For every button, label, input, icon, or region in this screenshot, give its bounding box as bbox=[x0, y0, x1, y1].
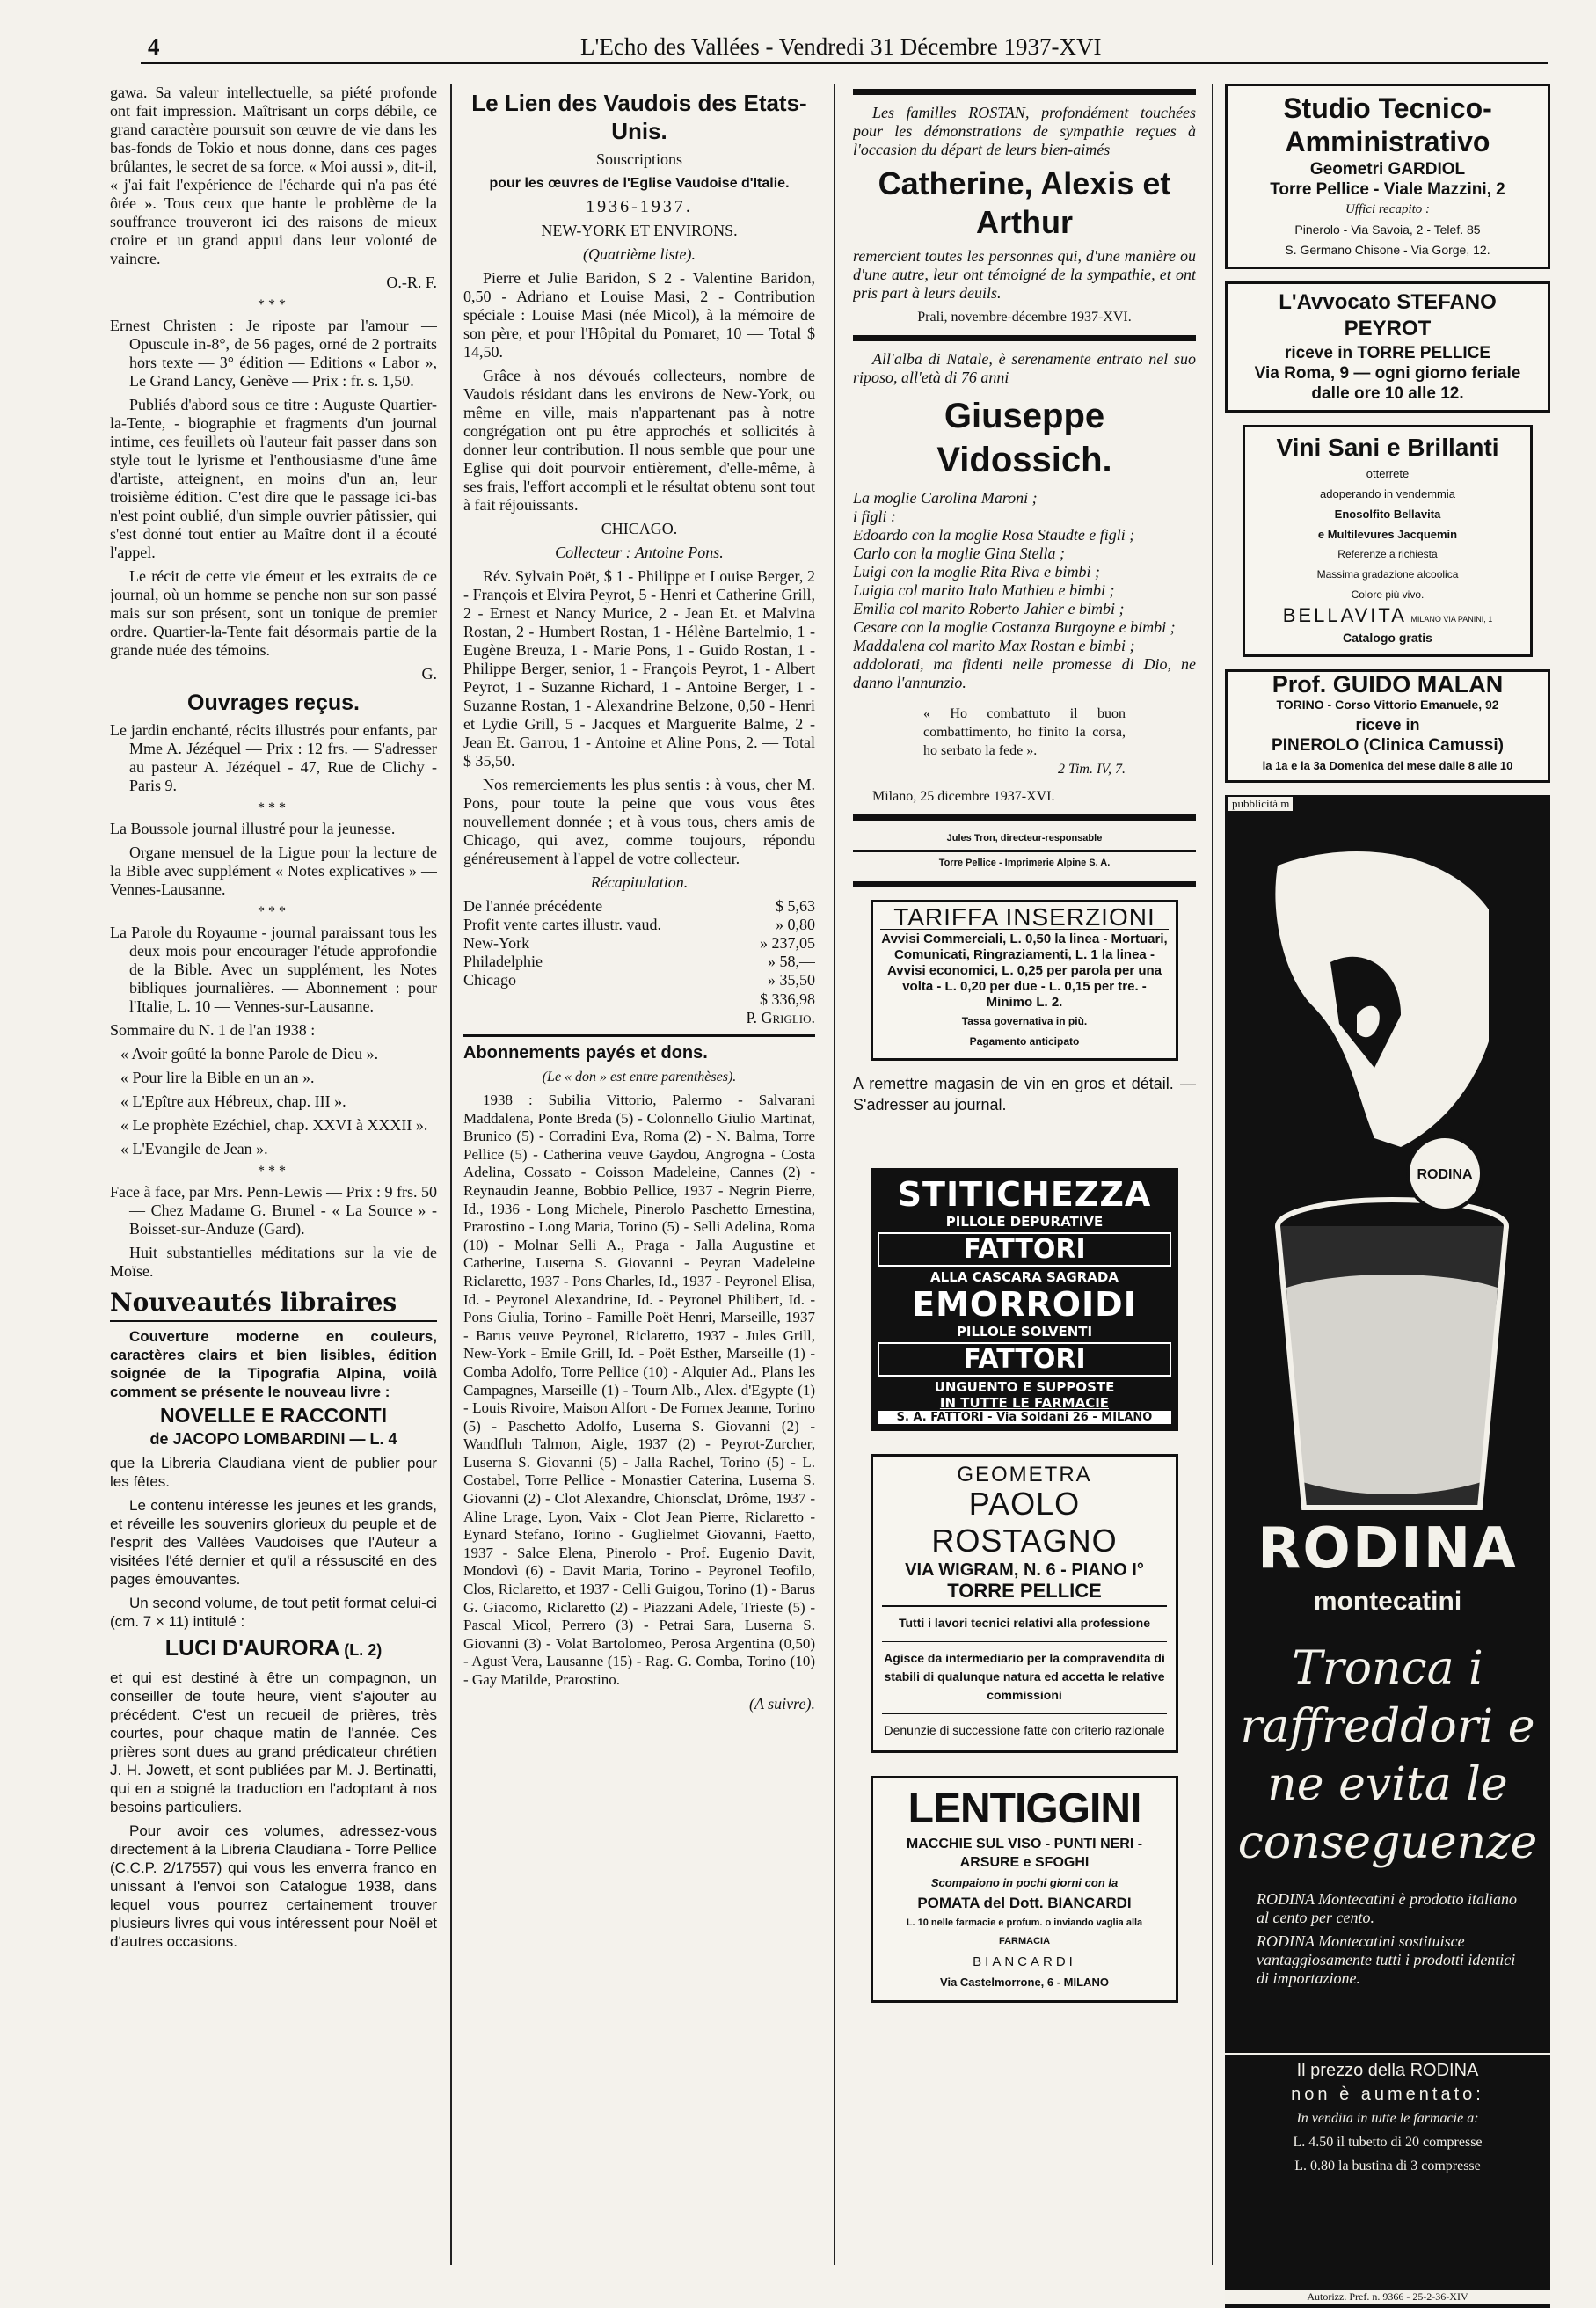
ad-address: TORRE PELLICE bbox=[882, 1581, 1167, 1607]
column-3 bbox=[853, 84, 1196, 2003]
section-note: Collecteur : Antoine Pons. bbox=[555, 544, 724, 561]
ad-headline: EMORROIDI bbox=[912, 1285, 1137, 1324]
column-divider bbox=[450, 84, 452, 2265]
rodina-brand: RODINA bbox=[1257, 1516, 1518, 1581]
ad-text: ALLA CASCARA SAGRADA bbox=[930, 1269, 1119, 1285]
ad-text: Denunzie di successione fatte con criterio razionale bbox=[882, 1713, 1167, 1740]
recap-label: Profit vente cartes illustr. vaud. bbox=[463, 916, 661, 933]
family-line: Edoardo con la moglie Rosa Staudte e figli ; bbox=[853, 526, 1135, 544]
ad-headline: PAOLO ROSTAGNO bbox=[931, 1486, 1118, 1559]
fattori-ad bbox=[871, 1168, 1178, 1431]
ad-brand: BIANCARDI bbox=[973, 1954, 1076, 1969]
book-entry: Ernest Christen : Je riposte par l'amour — Opuscule in-8°, de 56 pages, orné de 2 portraits hors texte — 3° édition — Editions « Labor », Le Grand Lancy, Genève — Prix : fr. s. 1,50. bbox=[110, 317, 437, 390]
table-row bbox=[463, 953, 815, 971]
review-paragraph: Publiés d'abord sous ce titre : Auguste Quartier-la-Tente, - biographie et fragments d'un journal intime, ces feuillets où l'auteur fait passer dans son style tout le lyrisme et l'enthousiasme d'une âme d'artiste, atteignent, en moins d'un an, leur troisième édition. C'est dire que le passage ici-bas n'est point oublié, d'un simple ouvrier pâtissier, qui s'est donné tout entier au Maître dont il a écouté l'appel. bbox=[110, 396, 437, 561]
rodina-slogan: Tronca i raffreddori e ne evita le conseguenze bbox=[1237, 1642, 1538, 1869]
ad-text: L. 10 nelle farmacie e profum. o inviando vaglia alla FARMACIA bbox=[906, 1917, 1143, 1946]
ad-text: L. 4.50 il tubetto di 20 compresse bbox=[1293, 2135, 1483, 2150]
ad-text: la 1a e la 3a Domenica del mese dalle 8 alle 10 bbox=[1262, 759, 1513, 772]
separator-stars: *** bbox=[258, 904, 289, 919]
recap-label: Philadelphie bbox=[463, 953, 543, 970]
family-line: addolorati, ma fidenti nelle promesse di Dio, ne danno l'annunzio. bbox=[853, 655, 1196, 691]
article-years: 1936-1937. bbox=[586, 197, 693, 216]
column-2 bbox=[463, 84, 815, 1719]
book-entry: Face à face, par Mrs. Penn-Lewis — Prix : 9 frs. 50 — Chez Madame G. Brunel - « La Source » - Boisset-sur-Anduze (Gard). bbox=[110, 1183, 437, 1238]
recap-total: $ 336,98 bbox=[760, 990, 815, 1008]
biancardi-ad bbox=[871, 1776, 1178, 2003]
recap-value: $ 5,63 bbox=[776, 897, 815, 915]
list-item: « Le prophète Ezéchiel, chap. XXVI à XXXII ». bbox=[120, 1116, 428, 1134]
book-title: LUCI D'AURORA bbox=[164, 1636, 340, 1661]
rodina-subbrand: montecatini bbox=[1313, 1587, 1462, 1616]
section-note: (Le « don » est entre parenthèses). bbox=[542, 1070, 737, 1085]
thanks-place: Prali, novembre-décembre 1937-XVI. bbox=[917, 310, 1132, 325]
classified-ad: A remettre magasin de vin en gros et détail. — S'adresser au journal. bbox=[853, 1075, 1196, 1114]
bible-reference: 2 Tim. IV, 7. bbox=[1057, 762, 1126, 777]
thanks-notice: remercient toutes les personnes qui, d'une manière ou d'une autre, leur ont témoigné de la sympathie, et ont pris part à leurs deuils. bbox=[853, 247, 1196, 302]
table-row bbox=[463, 990, 815, 1010]
list-item: Sommaire du N. 1 de l'an 1938 : bbox=[110, 1021, 316, 1039]
family-line: Emilia col marito Roberto Jahier e bimbi ; bbox=[853, 600, 1125, 617]
book-text: Un second volume, de tout petit format celui-ci (cm. 7 × 11) intitulé : bbox=[110, 1595, 437, 1630]
section-heading: CHICAGO. bbox=[601, 520, 678, 537]
ad-text: In vendita in tutte le farmacie a: bbox=[1296, 2111, 1479, 2126]
ad-address: MILANO VIA PANINI, 1 bbox=[1410, 615, 1493, 624]
recap-label: De l'année précédente bbox=[463, 897, 603, 915]
ad-headline: Prof. GUIDO MALAN bbox=[1272, 671, 1504, 698]
ad-brand: FATTORI bbox=[878, 1342, 1171, 1377]
list-item: « Pour lire la Bible en un an ». bbox=[120, 1069, 315, 1086]
ad-text: Uffici recapito : bbox=[1345, 202, 1431, 216]
divider bbox=[853, 881, 1196, 887]
ad-text: POMATA del Dott. BIANCARDI bbox=[917, 1895, 1132, 1911]
tariffa-box bbox=[871, 900, 1178, 1061]
ad-text: PILLOLE SOLVENTI bbox=[956, 1324, 1093, 1340]
book-text: Le contenu intéresse les jeunes et les grands, et réveille les souvenirs glorieux du peuple et de l'esprit des Vallées Vaudoises que l'Auteur a visitées l'été dernier et qu'il a réssuscité en des pages émouvantes. bbox=[110, 1497, 437, 1588]
ad-text: Referenze a richiesta bbox=[1337, 548, 1438, 560]
article-subtitle: pour les œuvres de l'Eglise Vaudoise d'Italie. bbox=[489, 176, 790, 191]
tablet-label: RODINA bbox=[1417, 1167, 1473, 1182]
ad-text: Geometri GARDIOL bbox=[1309, 160, 1466, 179]
ad-address: Pinerolo - Via Savoia, 2 - Telef. 85 bbox=[1294, 223, 1481, 237]
recap-value: » 58,— bbox=[768, 953, 815, 970]
section-note: Récapitulation. bbox=[590, 873, 689, 891]
divider bbox=[853, 814, 1196, 821]
ad-text: Catalogo gratis bbox=[1343, 631, 1432, 645]
ad-address: S. Germano Chisone - Via Gorge, 12. bbox=[1285, 243, 1490, 257]
tariffa-tax: Tassa governativa in più. bbox=[961, 1015, 1088, 1027]
subscriber-list: 1938 : Subilia Vittorio, Palermo - Salvarani Maddalena, Ponte Breda (5) - Colonnello Giulio Martinat, Brunico (5) - Corradini Eva, Roma (2) - N. Balma, Torre Pellice (5) - Catherina veuve Gaydou, Angrogna - Costa Adelina, Cossato - Coisson Madeleine, Cannes (2) - Reynaudin Jeanne, Bobbio Pellice, 1937 - Negrin Pierre, Id., 1936 - Long Michele, Pinerolo Paschetto Ernestina, Prarostino - Long Maria, Torino (5) - Selli Adelina, Roma (10) - Molnar Selli A., Praga - Jalla Augustine et Catherine, Luserna S. Giovanni - Peyran Madeleine Riclaretto, 1937 - Pons Charles, Id., 1937 - Peyronel Elisa, Id. - Peyronel Alexandrine, Id. - Peyronel Philibert, Id. - Pons Giulia, Torino - Famille Poët Henri, Marseille, 1937 - Barus veuve Peyronel, Riclaretto, 1937 - Jules Grill, New-York - Emile Grill, Id. - Poët Esther, Marseille (1) - Comba Adolfo, Torre Pellice (10) - Alquier Ad., Plans les Campagnes, Marseille (1) - Tourn Alb., Alex. d'Egypte (1) - Louis Rivoire, Maison Alfort - De Fornex Jeanne, Torino (5) - Paschetto Adolfo, Luserna S. Giovanni (2) - Wandfluh Talmon, Aigle, 1937 (2) - Peyrot-Zurcher, Luserna S. Giovanni (5) - Jalla Rachel, Torino (5) - L. Costabel, Torre Pellice - Monastier Caterina, Luserna S. Giovanni (2) - Clot Alexandre, Chionsclat, Drôme, 1937 - Aline Lrage, Lyon, Vaix - Clot Jean Pierre, Riclaretto - Eynard Stefano, Torino - Guglielmet Giovanni, Faetto, 1937 - Salce Elena, Pinerolo - Prof. Eugenio Davit, Mondovì (6) - Davit Maria, Torino - Peyronel Teofilo, Clos, Riclaretto, et 1937 - Celli Guigou, Torino (1) - Barus G. Giacomo, Riclaretto (2) - Piazzani Adele, Trieste (5) - Pascal Micol, Perrero (3) - Petrai Sara, Luserna S. Giovanni (3) - Volat Bartolomeo, Perosa Argentina (0,50) - Agust Vera, Lausanne (15) - Rag. G. Comba, Torino (10) - Gay Matilde, Prarostino. bbox=[463, 1092, 815, 1688]
tariffa-title: TARIFFA INSERZIONI bbox=[880, 908, 1169, 930]
table-row bbox=[463, 897, 815, 916]
divider bbox=[853, 850, 1196, 852]
donor-list: Pierre et Julie Baridon, $ 2 - Valentine Baridon, 0,50 - Adriano et Louise Masi, 2 - Contribution spéciale : Louise Masi (née Micol), à la mémoire de son père, et pour l'Hôpital du Pomaret, 10 — Total $ 14,50. bbox=[463, 269, 815, 361]
ad-headline: Studio Tecnico-Amministrativo bbox=[1283, 92, 1492, 157]
book-entry: Organe mensuel de la Ligue pour la lecture de la Bible avec supplément « Notes explicatives » — Vennes-Lausanne. bbox=[110, 844, 437, 898]
recap-label: New-York bbox=[463, 934, 530, 952]
ad-headline: Vini Sani e Brillanti bbox=[1276, 434, 1499, 461]
table-row bbox=[463, 916, 815, 934]
ad-address: S. A. FATTORI - Via Soldani 26 - MILANO bbox=[878, 1411, 1171, 1424]
ad-text: L. 0.80 la bustina di 3 compresse bbox=[1294, 2158, 1481, 2173]
family-line: La moglie Carolina Maroni ; bbox=[853, 489, 1038, 507]
ad-text: riceve in TORRE PELLICE bbox=[1284, 344, 1491, 362]
ad-address: VIA WIGRAM, N. 6 - PIANO I° bbox=[905, 1560, 1144, 1580]
ad-text: IN TUTTE LE FARMACIE bbox=[939, 1395, 1110, 1411]
column-1 bbox=[110, 84, 437, 1956]
divider bbox=[853, 89, 1196, 95]
ad-headline: LENTIGGINI bbox=[907, 1786, 1141, 1832]
ad-text: GEOMETRA bbox=[957, 1463, 1092, 1486]
book-text: et qui est destiné à être un compagnon, un conseiller de toute heure, vient s'ajouter au précédent. C'est un recueil de prières, très courtes, pour chaque matin de l'année. Ces prières sont dues au grand prédicateur chrétien J. H. Jowett, et sont publiées par M. J. Bertinatti, qui en a soigné la traduction en l'adoptant à nos besoins particuliers. bbox=[110, 1669, 437, 1815]
article-title: Le Lien des Vaudois des Etats-Unis. bbox=[471, 90, 807, 144]
list-item: « Avoir goûté la bonne Parole de Dieu ». bbox=[120, 1045, 379, 1063]
divider bbox=[853, 335, 1196, 341]
page-header bbox=[141, 33, 1548, 64]
section-heading: NEW-YORK ET ENVIRONS. bbox=[541, 222, 738, 239]
ad-text: MACCHIE SUL VISO - PUNTI NERI - ARSURE e SFOGHI bbox=[906, 1837, 1143, 1870]
book-author: de JACOPO LOMBARDINI — L. 4 bbox=[149, 1430, 397, 1448]
review-signature: G. bbox=[421, 665, 437, 683]
review-paragraph: gawa. Sa valeur intellectuelle, sa piété profonde ont fait impression. Maîtrisant un corps débile, ce grand caractère poursuit son œuvre de vie dans les bas-fonds de Tokio et nous donne, dans ces pages brûlantes, le secret de sa force. « Moi aussi », dit-il, « j'ai fait l'expérience de l'écharde qui n'a pas été ôtée ». Tous ceux que hante le problème de la souffrance trouveront ici des raisons de mieux croire et un grand appui dans leur volonté de vaincre. bbox=[110, 84, 437, 267]
ad-text: UNGUENTO E SUPPOSTE bbox=[934, 1379, 1115, 1395]
ad-text: Scompaiono in pochi giorni con la bbox=[930, 1876, 1119, 1889]
table-row bbox=[463, 971, 815, 990]
ad-text: adoperando in vendemmia bbox=[1320, 487, 1455, 500]
book-title: NOVELLE E RACCONTI bbox=[159, 1404, 388, 1427]
book-entry: Huit substantielles méditations sur la vie de Moïse. bbox=[110, 1244, 437, 1280]
recap-value: » 0,80 bbox=[776, 916, 815, 933]
newspaper-title: L'Echo des Vallées - Vendredi 31 Décembre 1937-XVI bbox=[580, 33, 1102, 60]
ad-text: Agisce da intermediario per la compravendita di stabili di qualunque natura ed accetta le relative commissioni bbox=[882, 1641, 1167, 1705]
tariffa-payment: Pagamento anticipato bbox=[969, 1035, 1080, 1048]
ad-headline: L'Avvocato STEFANO PEYROT bbox=[1279, 290, 1497, 340]
ad-text: Tutti i lavori tecnici relativi alla professione bbox=[898, 1616, 1151, 1630]
ad-label: pubblicità m bbox=[1228, 797, 1293, 811]
list-item: « L'Epître aux Hébreux, chap. III ». bbox=[120, 1092, 346, 1110]
family-line: Maddalena col marito Max Rostan e bimbi ; bbox=[853, 637, 1135, 654]
ad-brand: BELLAVITA bbox=[1282, 604, 1407, 626]
thanks-names: Catherine, Alexis et Arthur bbox=[878, 165, 1171, 240]
death-name: Giuseppe Vidossich. bbox=[936, 397, 1112, 479]
recap-value: » 35,50 bbox=[736, 971, 815, 990]
rodina-illustration bbox=[1225, 813, 1550, 1534]
imprint-printer: Torre Pellice - Imprimerie Alpine S. A. bbox=[938, 858, 1111, 868]
book-text: que la Libreria Claudiana vient de publier pour les fêtes. bbox=[110, 1455, 437, 1490]
donor-list: Rév. Sylvain Poët, $ 1 - Philippe et Louise Berger, 2 - François et Elvira Peyrot, 5 - Henri et Catherine Grill, 2 - Ernest et Nancy Murice, 2 - Jean Et. et Malvina Rostan, 2 - Humbert Rostan, 1 - Hélène Bartelmio, 1 - Eugène Breuza, 1 - Marie Pons, 1 - Guido Rostan, 1 - Philippe Berger, senior, 1 - François Peyrot, 1 - Albert Peyrot, 1 - Suzanne Richard, 1 - Antoine Berger, 1 - Suzanne Rostan, 1 - Alexandrine Belzone, 0,50 - Henri et Lydie Grill, 5 - Jacques et Marguerite Balme, 2 - Jean Et. Garrou, 1 - Antoine et Aline Pons, 2. — Total $ 35,50. bbox=[463, 567, 815, 770]
ad-address: PINEROLO (Clinica Camussi) bbox=[1272, 736, 1504, 755]
ad-text: Enosolfito Bellavita bbox=[1334, 508, 1441, 521]
rodina-price-box bbox=[1225, 2053, 1550, 2180]
ad-address: Via Castelmorrone, 6 - MILANO bbox=[940, 1976, 1109, 1989]
ad-brand: FATTORI bbox=[878, 1232, 1171, 1267]
imprint-director: Jules Tron, directeur-responsable bbox=[946, 833, 1103, 844]
death-notice: All'alba di Natale, è serenamente entrato nel suo riposo, all'età di 76 anni bbox=[853, 350, 1196, 386]
ad-text: otterrete bbox=[1366, 467, 1410, 480]
ad-text: non è aumentato: bbox=[1291, 2085, 1484, 2104]
family-line: Luigi con la moglie Rita Riva e bimbi ; bbox=[853, 563, 1100, 581]
ad-headline: STITICHEZZA bbox=[897, 1175, 1152, 1214]
ad-text: riceve in bbox=[1355, 716, 1420, 734]
table-row bbox=[463, 934, 815, 953]
recap-label: Chicago bbox=[463, 971, 516, 990]
thanks-notice: Les familles ROSTAN, profondément touchées pour les démonstrations de sympathie reçues à l'occasion du départ de leurs bien-aimés bbox=[853, 104, 1196, 158]
ad-address: Torre Pellice - Viale Mazzini, 2 bbox=[1270, 180, 1505, 199]
family-line: Carlo con la moglie Gina Stella ; bbox=[853, 544, 1065, 562]
family-line: i figli : bbox=[853, 508, 896, 525]
ad-address: Via Roma, 9 — ogni giorno feriale bbox=[1254, 364, 1521, 383]
book-price: (L. 2) bbox=[344, 1641, 383, 1659]
separator-stars: *** bbox=[258, 800, 289, 815]
ad-text: RODINA Montecatini è prodotto italiano al cento per cento. bbox=[1257, 1890, 1517, 1926]
malan-ad bbox=[1225, 669, 1550, 783]
ad-text: RODINA Montecatini sostituisce vantaggiosamente tutti i prodotti identici di importazione. bbox=[1257, 1932, 1516, 1987]
column-4 bbox=[1225, 84, 1550, 2308]
column-divider bbox=[1212, 84, 1213, 2265]
section-title-nouveautes: Nouveautés libraires bbox=[110, 1288, 437, 1322]
bible-quote: « Ho combattuto il buon combattimento, ho finito la corsa, ho serbato la fede ». bbox=[923, 706, 1126, 758]
ad-text: e Multilevures Jacquemin bbox=[1317, 528, 1458, 541]
recap-value: » 237,05 bbox=[760, 934, 815, 952]
section-title-ouvrages: Ouvrages reçus. bbox=[187, 690, 360, 715]
ad-address: TORINO - Corso Vittorio Emanuele, 92 bbox=[1276, 698, 1499, 712]
separator-stars: *** bbox=[258, 297, 289, 312]
section-title-abonnements: Abonnements payés et dons. bbox=[463, 1043, 708, 1063]
separator-stars: *** bbox=[258, 1164, 289, 1179]
ad-text: Colore più vivo. bbox=[1351, 588, 1425, 601]
recap-table bbox=[463, 897, 815, 1009]
gardiol-ad bbox=[1225, 84, 1550, 269]
family-line: Luigia col marito Italo Mathieu e bimbi ; bbox=[853, 581, 1115, 599]
recap-label bbox=[463, 990, 736, 1010]
divider bbox=[463, 1034, 815, 1037]
rodina-authorization: Autorizz. Pref. n. 9366 - 25-2-36-XIV bbox=[1225, 2290, 1550, 2304]
book-entry: Le jardin enchanté, récits illustrés pour enfants, par Mme A. Jézéquel — Prix : 12 frs. — S'adresser au pasteur A. Jézéquel - 47, Rue de Clichy - Paris 9. bbox=[110, 721, 437, 794]
family-line: Cesare con la moglie Costanza Burgoyne e bimbi ; bbox=[853, 618, 1176, 636]
death-place: Milano, 25 dicembre 1937-XVI. bbox=[872, 789, 1055, 804]
review-paragraph: Le récit de cette vie émeut et les extraits de ce journal, où un homme se penche non sur son passé mais sur son présent, sont un tonique de premier ordre. Quartier-la-Tente fait désormais partie de la grande nuée des témoins. bbox=[110, 567, 437, 659]
rostagno-ad bbox=[871, 1454, 1178, 1753]
tariffa-text: Avvisi Commerciali, L. 0,50 la linea - Mortuari, Comunicati, Ringraziamenti, L. 1 la linea - Avvisi economici, L. 0,25 per parola per una volta - L. 0,20 per due - L. 0,15 per tre. - Minimo L. 2. bbox=[881, 931, 1168, 1010]
list-item: « L'Evangile de Jean ». bbox=[120, 1140, 268, 1158]
ad-text: PILLOLE DEPURATIVE bbox=[945, 1214, 1104, 1230]
nouveautes-intro: Couverture moderne en couleurs, caractères clairs et bien lisibles, édition soignée de la Tipografia Alpina, voilà comment se présente le nouveau livre : bbox=[110, 1328, 437, 1400]
book-entry: La Boussole journal illustré pour la jeunesse. bbox=[110, 820, 396, 837]
peyrot-ad bbox=[1225, 281, 1550, 413]
section-note: (Quatrième liste). bbox=[583, 245, 696, 263]
rodina-text-block bbox=[1257, 1890, 1520, 1993]
book-entry: La Parole du Royaume - journal paraissant tous les deux mois pour encourager l'étude approfondie de la Bible. Avec un supplément, les Notes bibliques journalières. — Abonnement : pour l'Italie, L. 10 — Vennes-sur-Lausanne. bbox=[110, 924, 437, 1015]
ad-text: dalle ore 10 alle 12. bbox=[1311, 384, 1464, 403]
glass-water bbox=[1286, 1275, 1498, 1494]
to-be-continued: (A suivre). bbox=[749, 1694, 815, 1713]
rodina-ad bbox=[1225, 795, 1550, 2308]
article-signature: P. Griglio. bbox=[746, 1009, 815, 1026]
ad-text: Il prezzo della RODINA bbox=[1296, 2061, 1479, 2080]
bellavita-ad bbox=[1243, 425, 1533, 657]
article-paragraph: Nos remerciements les plus sentis : à vous, cher M. Pons, pour toute la peine que vous vous êtes nouvellement donnée ; et à vous tous, chers amis de Chicago, qui avez, comme toujours, répondu généreusement à l'appel de votre collecteur. bbox=[463, 776, 815, 867]
article-subtitle: Souscriptions bbox=[595, 150, 682, 168]
ad-text: Massima gradazione alcoolica bbox=[1316, 568, 1459, 581]
column-divider bbox=[834, 84, 835, 2265]
review-signature: O.-R. F. bbox=[386, 274, 437, 291]
article-paragraph: Grâce à nos dévoués collecteurs, nombre de Vaudois résidant dans les environs de New-York, ou même en ville, mais n'appartenant pas à notre congrégation ont pu être approchés et sollicités à donner leur contribution. Il nous semble que pour une Eglise qui doit pourvoir entièrement, d'elle-même, à ses frais, l'effort accompli et le résultat obtenu sont tout à fait réjouissants. bbox=[463, 367, 815, 514]
book-text: Pour avoir ces volumes, adressez-vous directement à la Libreria Claudiana - Torre Pellice (C.C.P. 2/17557) qui vous les enverra franco en unissant à l'envoi son Catalogue 1938, dans lequel vous pourrez certainement trouver plusieurs livres qui vous intéressent pour Noël et d'autres occasions. bbox=[110, 1822, 437, 1950]
page-number: 4 bbox=[148, 33, 160, 60]
